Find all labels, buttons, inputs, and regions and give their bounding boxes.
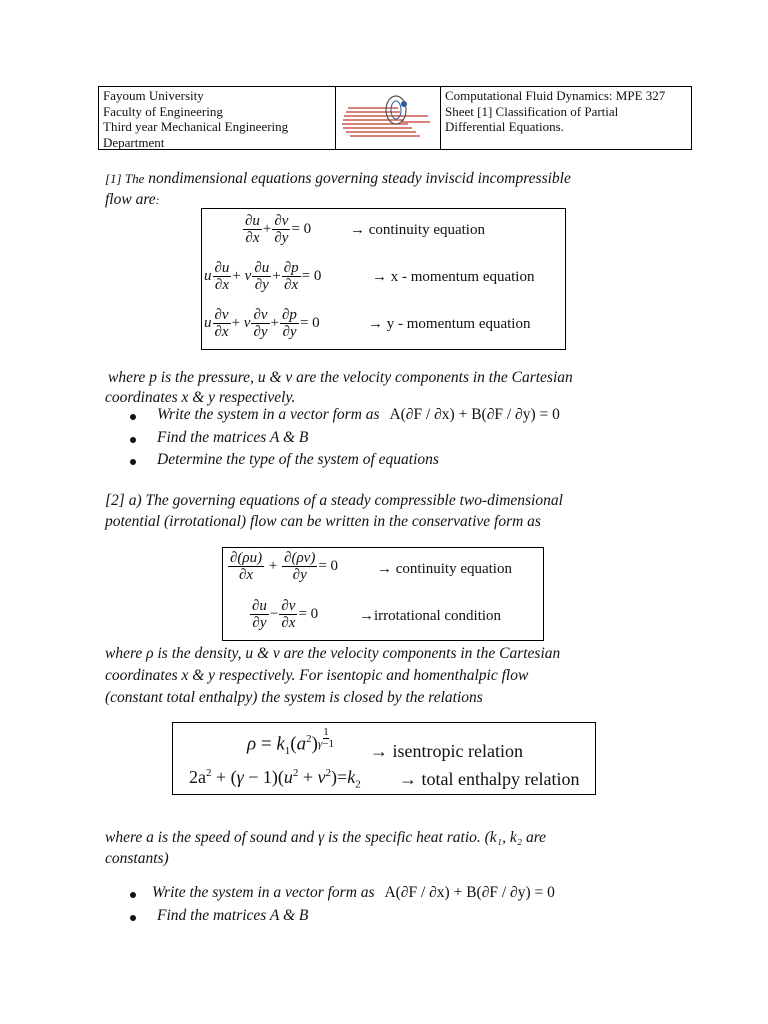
bullet-dot <box>130 892 136 898</box>
q1-number: [1] The <box>105 171 145 186</box>
q1-bullet1-text: Write the system in a vector form as <box>157 406 380 423</box>
q1-label-y-momentum: → y - momentum equation <box>368 316 531 332</box>
q2-bullet1-text: Write the system in a vector form as <box>152 884 375 901</box>
q1-bullet-matrices: Find the matrices A & B <box>157 429 309 446</box>
q1-equation-box <box>201 208 566 350</box>
continuity-equation-q1: $\frac{\partial u}{\partial x}$ + $\frac{\partial v}{\partial y}$ = 0 <box>245 213 312 246</box>
q1-where-line2: coordinates x & y respectively. <box>105 389 296 406</box>
q2-label-irrotational: →irrotational condition <box>359 608 502 624</box>
q1-where-line1: where p is the pressure, u & v are the velocity components in the Cartesian <box>108 369 573 386</box>
bullet-dot <box>130 915 136 921</box>
header-course: Computational Fluid Dynamics: MPE 327 <box>445 88 666 103</box>
university-logo-icon <box>338 88 438 148</box>
q2-equation-box <box>222 547 544 641</box>
q1-bullet-type: Determine the type of the system of equations <box>157 451 439 468</box>
q1-intro <box>105 168 665 189</box>
continuity-equation-q2: $\frac{\partial(\rho u)}{\partial x}$ + $\frac{\partial(\rho v)}{\partial y}$ = 0 <box>230 550 339 583</box>
q1-bullet-vector-form <box>157 406 560 424</box>
q1-intro-line1: nondimensional equations governing steady inviscid incompressible <box>148 170 571 187</box>
q2-where-line2: coordinates x & y respectively. For isentopic and homenthalpic flow <box>105 667 529 684</box>
header-right-cell <box>441 87 691 149</box>
q1-intro-line2: flow are <box>105 191 156 208</box>
q2-bullet-matrices: Find the matrices A & B <box>157 907 309 924</box>
q2-where-line3: (constant total enthalpy) the system is closed by the relations <box>105 689 483 706</box>
bullet-dot <box>130 414 136 420</box>
q1-vector-formula: A(∂F / ∂x) + B(∂F / ∂y) = 0 <box>389 406 560 423</box>
irrotational-equation: $\frac{\partial u}{\partial y}$ − $\frac{\partial v}{\partial x}$ = 0 <box>252 598 319 631</box>
relation-label-enthalpy: → total enthalpy relation <box>399 769 580 789</box>
q2-line2: potential (irrotational) flow can be written in the conservative form as <box>105 513 541 530</box>
q2-vector-formula: A(∂F / ∂x) + B(∂F / ∂y) = 0 <box>384 884 555 901</box>
y-momentum-equation: u $\frac{\partial v}{\partial x}$ + v $\frac{\partial v}{\partial y}$ + $\frac{\partial p}{\partial y}$ = 0 <box>204 307 320 340</box>
q2-where-line1: where ρ is the density, u & v are the velocity components in the Cartesian <box>105 645 561 662</box>
q1-intro-colon: : <box>155 193 160 207</box>
header-department: Department <box>103 134 165 150</box>
x-momentum-equation: u $\frac{\partial u}{\partial x}$ + v $\frac{\partial u}{\partial y}$ + $\frac{\partial p}{\partial x}$ = 0 <box>204 260 322 293</box>
bullet-dot <box>130 459 136 465</box>
header-sheet: Sheet [1] Classification of Partial <box>445 103 619 119</box>
q1-label-x-momentum: → x - momentum equation <box>372 269 535 285</box>
q2-bullet-vector-form <box>152 884 555 902</box>
header-year: Third year Mechanical Engineering <box>103 119 289 134</box>
relation-label-isentropic: → isentropic relation <box>370 741 523 761</box>
isentropic-equation: $\rho = k_1(a^2)$ $^{\frac{1}{\gamma-1}}$ <box>247 725 334 758</box>
header-logo-cell <box>336 87 441 149</box>
header-table <box>98 86 692 150</box>
q2-where2-line1: where a is the speed of sound and γ is the specific heat ratio. (k₁, k₂ are <box>105 829 547 846</box>
total-enthalpy-equation: $2a^2 + (\gamma - 1)(u^2 + v^2)=k_2$ <box>189 767 361 791</box>
q2-label-continuity: → continuity equation <box>377 561 512 577</box>
q1-label-continuity: → continuity equation <box>350 222 485 238</box>
q1-intro-line2-wrap <box>105 189 160 211</box>
bullet-dot <box>130 437 136 443</box>
q2-line1: [2] a) The governing equations of a steady compressible two-dimensional <box>105 492 563 509</box>
header-topic: Differential Equations. <box>445 119 564 134</box>
header-university: Fayoum University <box>103 88 204 103</box>
header-faculty: Faculty of Engineering <box>103 103 223 119</box>
header-left-cell <box>99 87 336 149</box>
q2-where2-line2: constants) <box>105 850 169 867</box>
relations-box <box>172 722 596 795</box>
